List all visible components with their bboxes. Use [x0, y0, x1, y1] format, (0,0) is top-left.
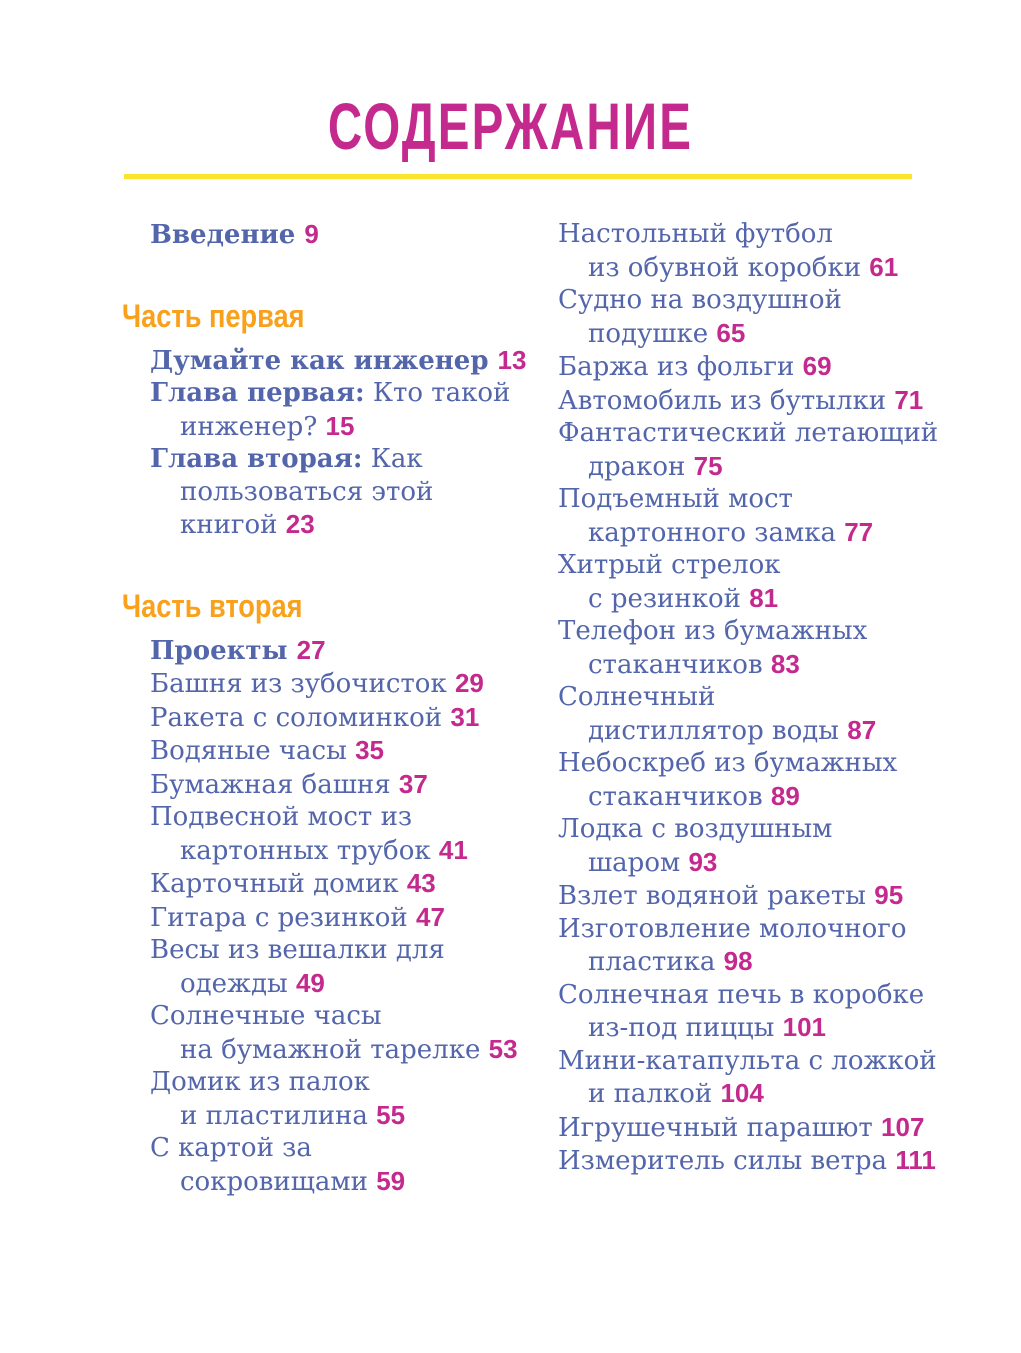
entry-text: пластика	[588, 947, 724, 977]
toc-line	[558, 218, 1018, 251]
page-number: 81	[749, 582, 779, 613]
toc-entry	[150, 377, 610, 443]
entry-text: Взлет водяной ракеты	[558, 881, 875, 911]
toc-line	[558, 450, 1018, 484]
toc-entry	[150, 701, 610, 735]
page-number: 43	[406, 868, 436, 898]
page-number: 75	[693, 450, 723, 481]
page-number: 15	[325, 410, 355, 441]
entry-text: Изготовление молочного	[558, 913, 907, 944]
entry-text: Введение	[150, 220, 305, 250]
toc-line	[150, 701, 610, 735]
toc-line	[150, 967, 610, 1001]
toc-entry	[558, 1111, 1018, 1145]
page-title: СОДЕРЖАНИЕ	[327, 89, 694, 163]
page-number: 31	[450, 701, 480, 732]
page-number: 13	[497, 344, 527, 375]
toc-line	[558, 979, 1018, 1012]
entry-text: Бумажная башня	[150, 769, 399, 800]
entry-text: Измеритель силы ветра	[558, 1146, 896, 1176]
toc-entry	[558, 549, 1018, 615]
toc-line	[150, 377, 610, 410]
entry-text: пользоваться этой	[180, 476, 434, 507]
entry-text: Как	[362, 444, 423, 474]
toc-line	[150, 634, 610, 668]
page-number: 9	[304, 219, 319, 249]
toc-line	[558, 1144, 1018, 1178]
page-number: 98	[723, 946, 753, 976]
toc-line	[558, 317, 1018, 351]
entry-text: Подвесной мост из	[150, 802, 413, 832]
toc-line	[558, 714, 1018, 748]
page-number: 71	[894, 384, 924, 415]
toc-line	[558, 913, 1018, 946]
toc-entry	[150, 901, 610, 935]
entry-text: одежды	[180, 968, 296, 999]
entry-text: Проекты	[150, 635, 297, 666]
entry-text: стаканчиков	[588, 781, 771, 812]
entry-text: Лодка с воздушным	[558, 814, 833, 844]
toc-line	[150, 734, 610, 768]
toc-entry	[150, 867, 610, 901]
entry-text: Небоскреб из бумажных	[558, 748, 898, 778]
page-number: 61	[869, 251, 899, 282]
page-number: 87	[847, 714, 877, 745]
toc-line	[150, 768, 610, 802]
entry-text: Настольный футбол	[558, 219, 833, 249]
entry-text: Телефон из бумажных	[558, 616, 868, 646]
toc-line	[558, 846, 1018, 880]
title-underline	[124, 174, 912, 179]
toc-line	[558, 780, 1018, 814]
toc-line	[150, 867, 610, 901]
toc-line	[150, 901, 610, 935]
entry-text: Домик из палок	[150, 1067, 370, 1097]
toc-line	[558, 648, 1018, 682]
toc-entry	[558, 483, 1018, 549]
page-number: 101	[782, 1012, 826, 1042]
entry-text: Игрушечный парашют	[558, 1112, 882, 1143]
toc-line	[558, 813, 1018, 846]
toc-entry	[150, 768, 610, 802]
entry-text: стаканчиков	[588, 649, 771, 680]
toc-entry	[558, 615, 1018, 681]
toc-line	[150, 801, 610, 834]
entry-text: книгой	[180, 510, 286, 540]
toc-line	[558, 681, 1018, 714]
toc-line	[150, 1066, 610, 1099]
page-number: 111	[895, 1145, 936, 1175]
section-heading: Часть первая	[122, 297, 305, 334]
entry-text: из-под пиццы	[588, 1013, 783, 1043]
toc-entry	[558, 284, 1018, 350]
toc-left-column	[122, 218, 610, 1198]
toc-line	[150, 667, 610, 701]
entry-text: Мини-катапульта с ложкой	[558, 1045, 937, 1076]
toc-entry	[150, 1132, 610, 1198]
toc-entry	[558, 879, 1018, 913]
toc-line	[558, 350, 1018, 384]
page-number: 69	[802, 351, 832, 381]
entry-text: инженер?	[180, 411, 326, 442]
toc-entry	[558, 979, 1018, 1045]
entry-text: Судно на воздушной	[558, 285, 842, 315]
toc-entry	[558, 1144, 1018, 1178]
page-number: 93	[688, 846, 718, 877]
entry-text: Глава первая:	[150, 378, 365, 408]
page-number: 95	[874, 880, 904, 910]
toc-entry	[150, 1066, 610, 1132]
entry-text: картонных трубок	[180, 835, 439, 866]
toc-line	[558, 251, 1018, 285]
page-number: 55	[376, 1099, 406, 1130]
toc-line	[558, 284, 1018, 317]
page-number: 47	[416, 901, 445, 932]
toc-line	[558, 1011, 1018, 1045]
entry-text: Башня из зубочисток	[150, 669, 455, 699]
page-number: 49	[295, 967, 325, 998]
page-number: 53	[488, 1033, 518, 1064]
entry-text: дракон	[588, 451, 694, 482]
toc-line	[150, 1033, 610, 1067]
entry-text: Солнечная печь в коробке	[558, 979, 925, 1010]
toc-entry	[150, 667, 610, 701]
toc-entry	[150, 801, 610, 867]
toc-entry	[558, 747, 1018, 813]
entry-text: Водяные часы	[150, 736, 356, 766]
toc-entry	[558, 417, 1018, 483]
toc-line	[150, 443, 610, 476]
toc-line	[150, 508, 610, 542]
page-number: 107	[881, 1111, 925, 1142]
toc-entry	[558, 350, 1018, 384]
toc-line	[150, 1099, 610, 1133]
entry-text: с резинкой	[588, 583, 750, 614]
entry-text: Хитрый стрелок	[558, 550, 781, 580]
entry-text: сокровищами	[180, 1166, 377, 1197]
entry-text: Солнечные часы	[150, 1001, 382, 1031]
entry-text: Фантастический летающий	[558, 418, 939, 448]
page-number: 37	[398, 768, 428, 799]
entry-text: из обувной коробки	[588, 252, 870, 283]
page-number: 29	[454, 668, 484, 698]
toc-line	[150, 1132, 610, 1165]
toc-entry	[150, 734, 610, 768]
page-number: 59	[376, 1165, 406, 1196]
page-number: 83	[770, 648, 800, 679]
toc-entry	[150, 218, 610, 252]
entry-text: картонного замка	[588, 517, 845, 548]
entry-text: Гитара с резинкой	[150, 902, 417, 933]
toc-line	[558, 879, 1018, 913]
page-number: 23	[285, 509, 315, 539]
toc-entry	[558, 681, 1018, 747]
toc-line	[150, 1000, 610, 1033]
entry-text: С картой за	[150, 1133, 312, 1163]
entry-text: Карточный домик	[150, 869, 407, 899]
entry-text: Кто такой	[364, 378, 511, 408]
entry-text: Глава вторая:	[150, 444, 363, 474]
page-number: 27	[296, 634, 326, 665]
entry-text: Думайте как инженер	[150, 345, 498, 376]
toc-line	[150, 1165, 610, 1199]
page-number: 41	[438, 834, 468, 865]
toc-entry	[150, 934, 610, 1000]
toc-entry	[558, 218, 1018, 284]
toc-line	[558, 1077, 1018, 1111]
toc-line	[558, 1111, 1018, 1145]
toc-line	[150, 218, 610, 252]
section-heading: Часть вторая	[122, 587, 303, 624]
toc-entry	[150, 1000, 610, 1066]
toc-line	[150, 476, 610, 509]
toc-entry	[558, 813, 1018, 879]
toc-line	[558, 747, 1018, 780]
toc-entry	[150, 634, 610, 668]
entry-text: Солнечный	[558, 682, 716, 712]
entry-text: Ракета с соломинкой	[150, 702, 451, 733]
entry-text: Автомобиль из бутылки	[558, 385, 895, 416]
toc-line	[558, 945, 1018, 979]
page-number: 65	[716, 317, 746, 348]
toc-entry	[558, 913, 1018, 979]
toc-line	[150, 934, 610, 967]
toc-line	[558, 582, 1018, 616]
toc-line	[558, 549, 1018, 582]
toc-entry	[558, 1045, 1018, 1111]
toc-entry	[558, 384, 1018, 418]
entry-text: дистиллятор воды	[588, 715, 848, 746]
page-number: 104	[720, 1078, 764, 1108]
toc-line	[150, 410, 610, 444]
toc-line	[150, 344, 610, 378]
toc-line	[558, 615, 1018, 648]
entry-text: на бумажной тарелке	[180, 1034, 489, 1065]
entry-text: Подъемный мост	[558, 484, 793, 514]
entry-text: Весы из вешалки для	[150, 935, 445, 965]
entry-text: и пластилина	[180, 1100, 377, 1131]
toc-line	[558, 384, 1018, 418]
toc-entry	[150, 344, 610, 378]
toc-line	[558, 417, 1018, 450]
page-number: 35	[355, 735, 384, 765]
toc-entry	[150, 443, 610, 542]
entry-text: шаром	[588, 847, 689, 878]
entry-text: Баржа из фольги	[558, 352, 803, 382]
entry-text: подушке	[588, 318, 717, 349]
toc-line	[558, 1045, 1018, 1078]
entry-text: и палкой	[588, 1079, 721, 1109]
toc-right-column	[558, 218, 1018, 1178]
toc-line	[150, 834, 610, 868]
page-number: 77	[844, 516, 874, 547]
page-number: 89	[770, 780, 800, 811]
toc-line	[558, 483, 1018, 516]
toc-line	[558, 516, 1018, 550]
